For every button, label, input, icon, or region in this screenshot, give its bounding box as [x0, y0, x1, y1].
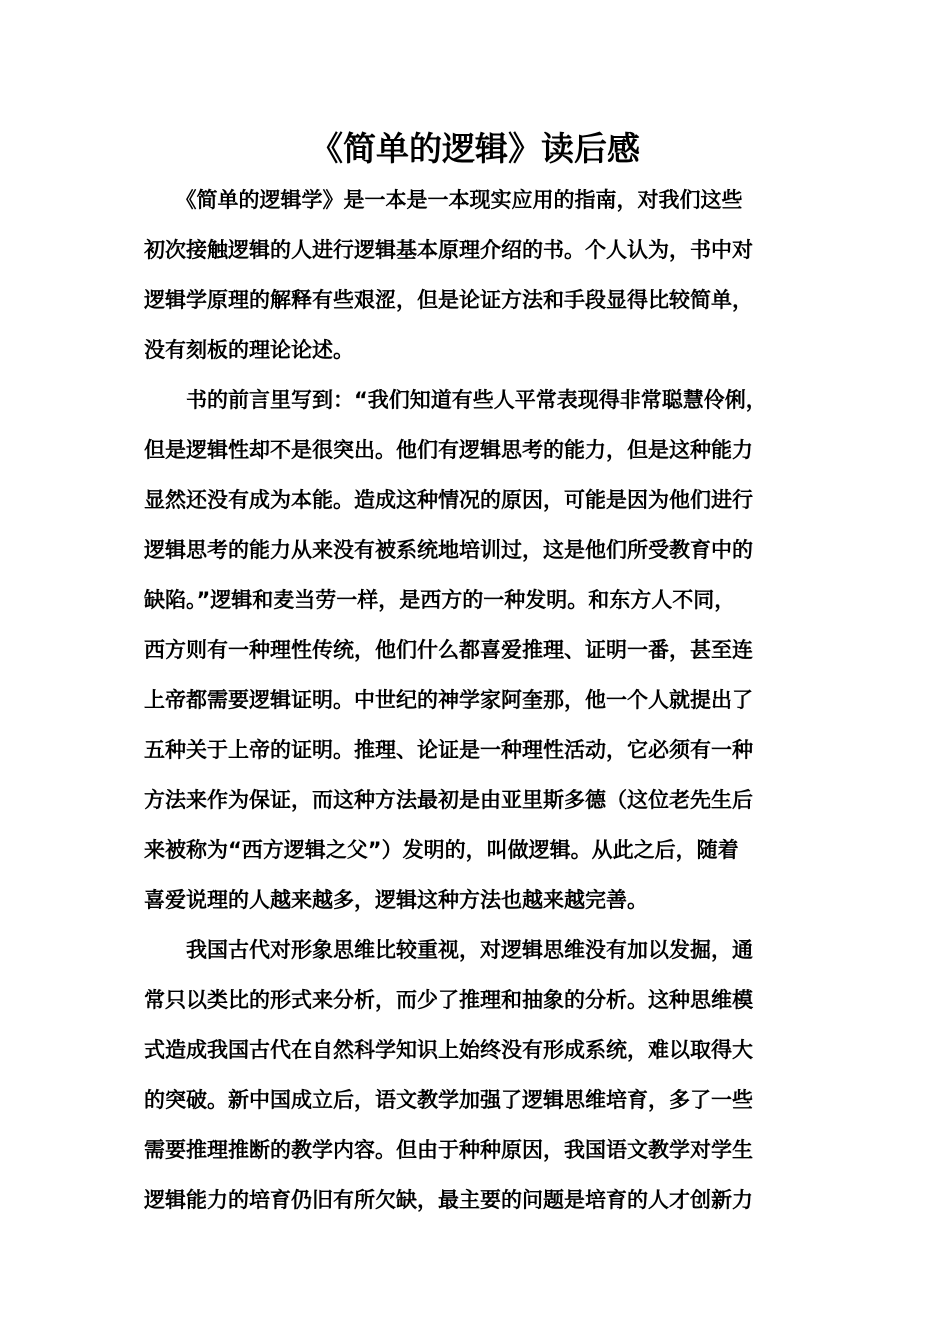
- document-title: 《简单的逻辑》读后感: [310, 129, 640, 168]
- document-body: [144, 175, 808, 1225]
- paragraph-2: 书的前言里写到：“我们知道有些人平常表现得非常聪慧伶俐， 但是逻辑性却不是很突出。他们有逻辑思考的能力，但是这种能力 显然还没有成为本能。造成这种情况的原因，可能是因为他们进行 逻辑思考的能力从来没有被系统地培训过，这是他们所受教育中的 缺陷。”逻辑和麦当劳一样，是西方的一种发明。和东方人不同， 西方则有一种理性传统，他们什么都喜爱推理、证明一番，甚至连 上帝都需要逻辑证明。中世纪的神学家阿奎那，他一个人就提出了 五种关于上帝的证明。推理、论证是一种理性活动，它必须有一种 方法来作为保证，而这种方法最初是由亚里斯多德（这位老先生后 来被称为“西方逻辑之父”）发明的，叫做逻辑。从此之后，随着 喜爱说理的人越来越多，逻辑这种方法也越来越完善。: [144, 388, 767, 912]
- paragraph-3: 我国古代对形象思维比较重视，对逻辑思维没有加以发掘，通 常只以类比的形式来分析，而少了推理和抽象的分析。这种思维模 式造成我国古代在自然科学知识上始终没有形成系统，难以取得大 的突破。新中国成立后，语文教学加强了逻辑思维培育，多了一些 需要推理推断的教学内容。但由于种种原因，我国语文教学对学生 逻辑能力的培育仍旧有所欠缺，最主要的问题是培育的人才创新力: [144, 938, 753, 1212]
- paragraph-1: 《简单的逻辑学》是一本是一本现实应用的指南，对我们这些 初次接触逻辑的人进行逻辑基本原理介绍的书。个人认为，书中对 逻辑学原理的解释有些艰涩，但是论证方法和手段显得比较简单， 没有刻板的理论论述。: [144, 188, 753, 362]
